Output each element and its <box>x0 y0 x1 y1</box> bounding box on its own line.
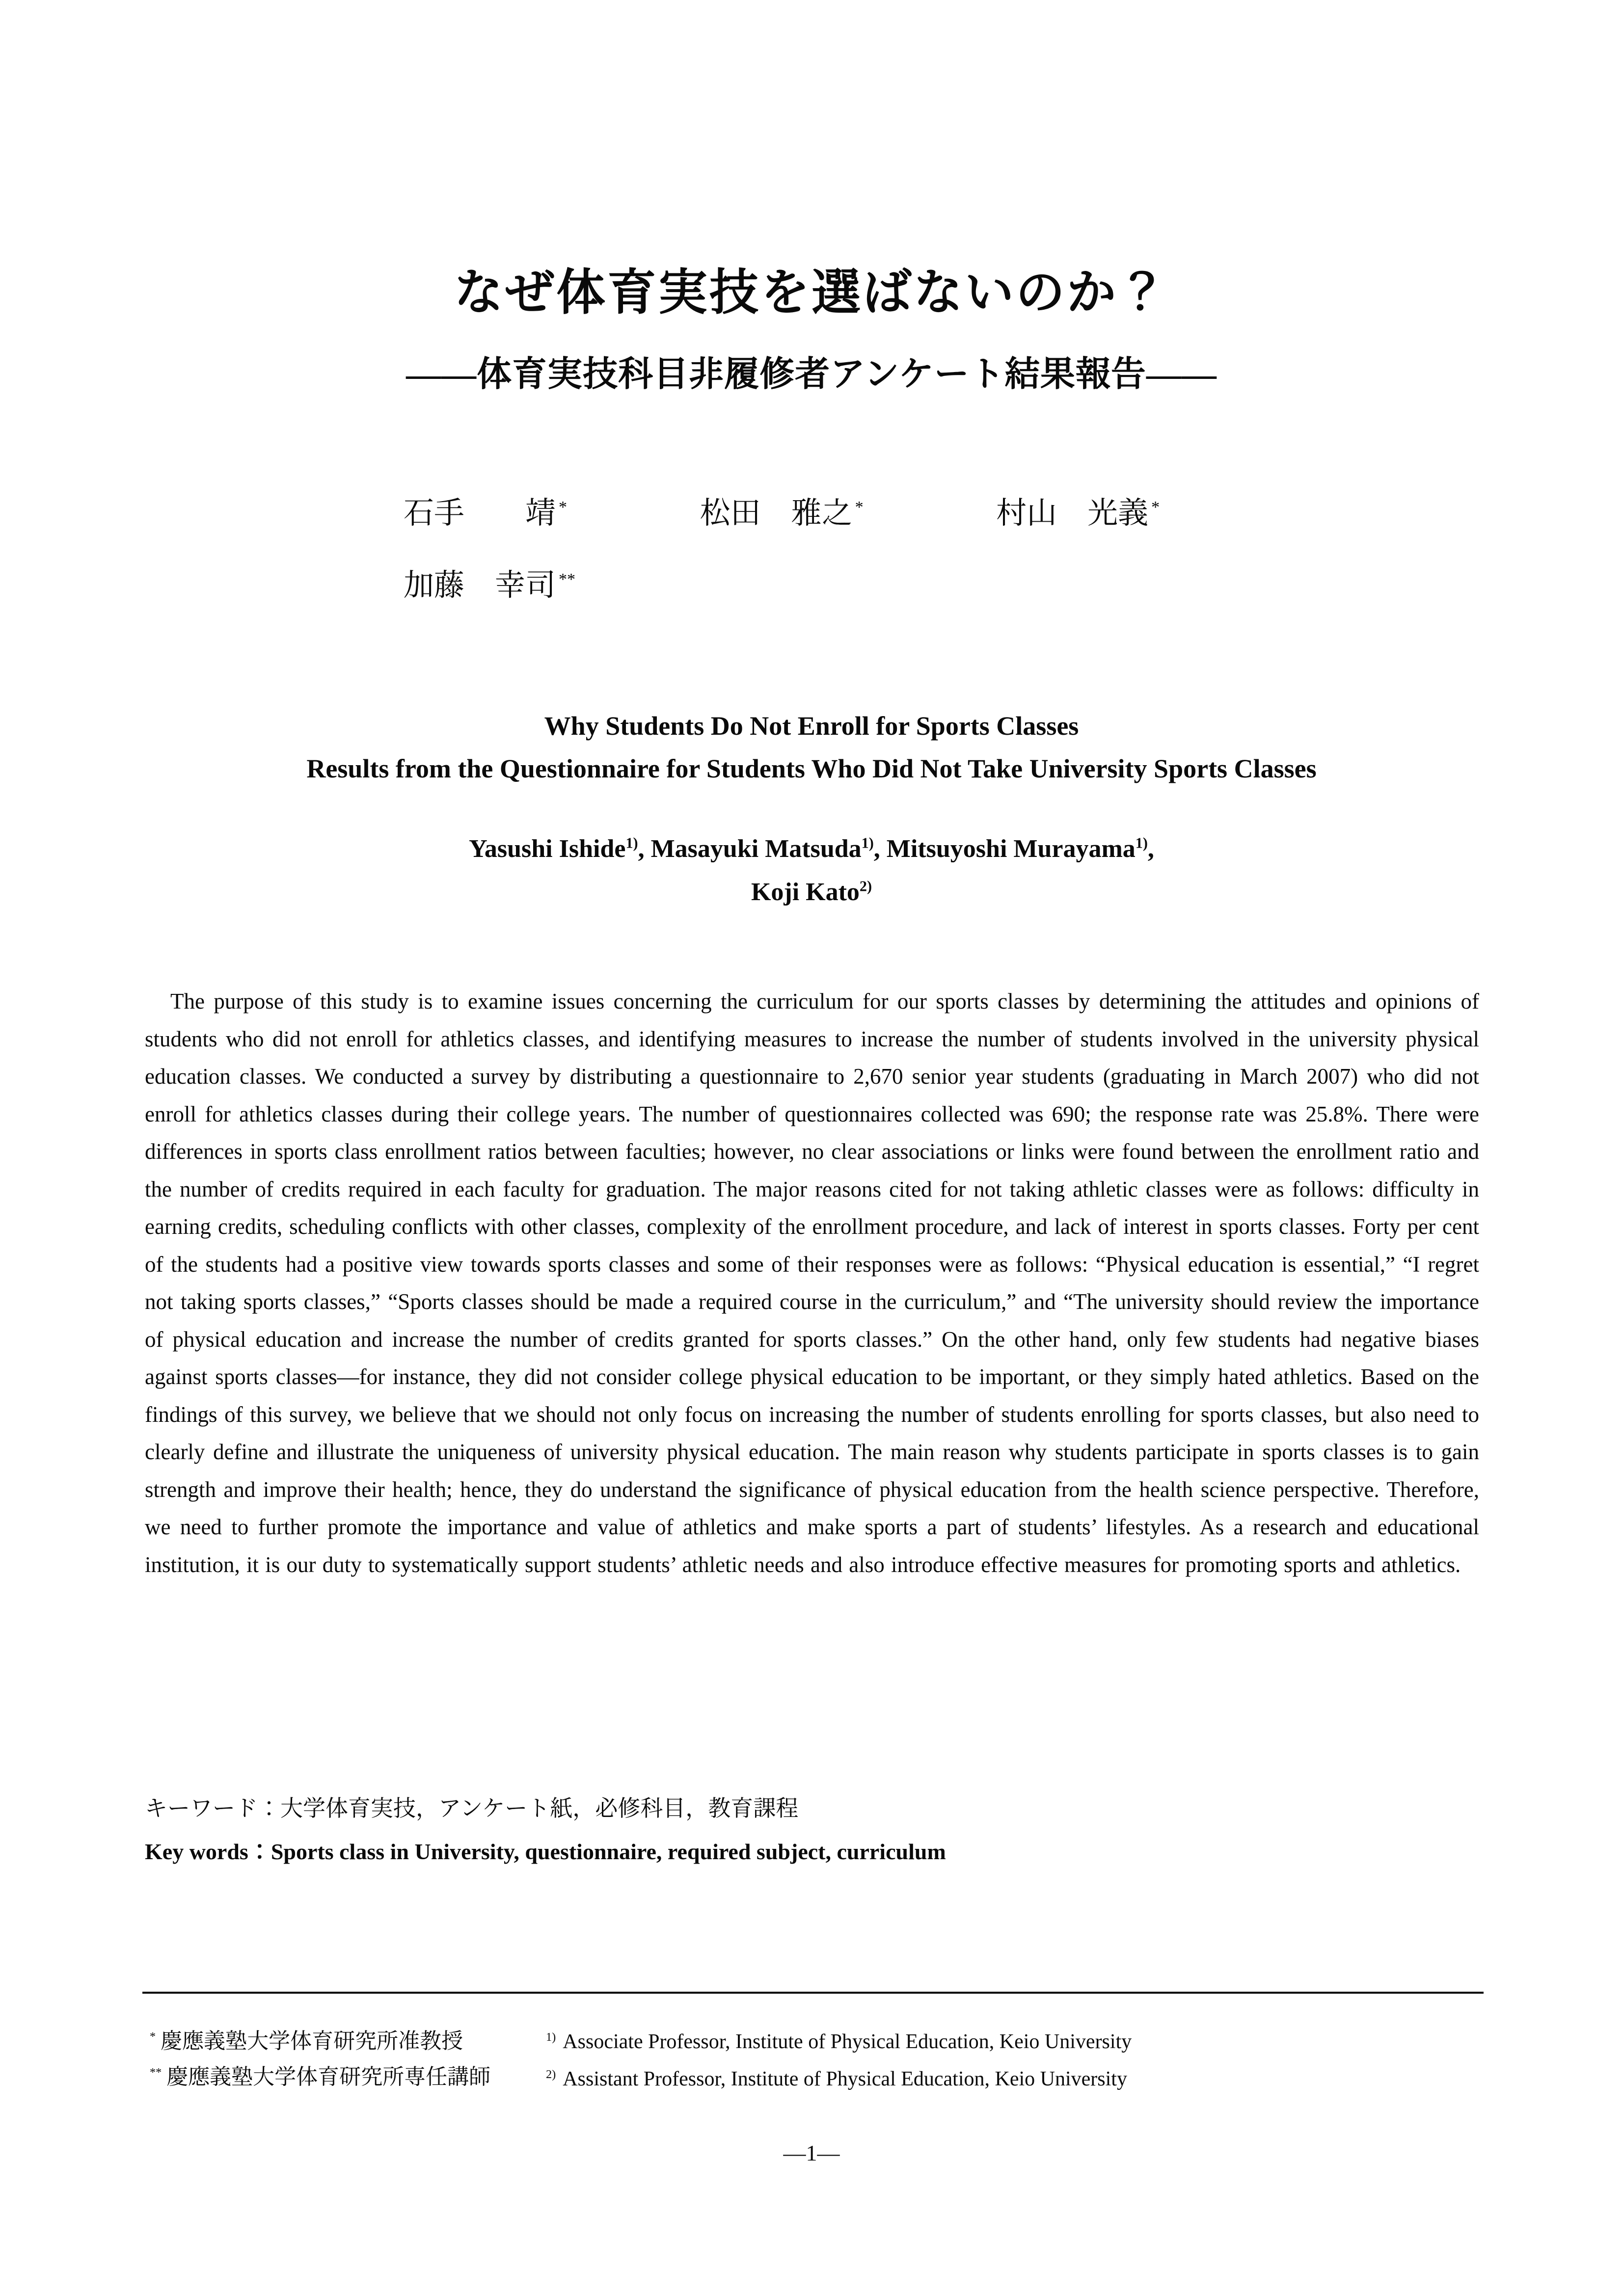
author-en-1 <box>469 835 651 863</box>
keywords-en: Key words：Sports class in University, questionnaire, required subject, curriculum <box>145 1839 946 1864</box>
author-ja-2 <box>700 497 864 530</box>
footnote-en-2 <box>546 2060 1132 2098</box>
footnote-en-2-text: Assistant Professor, Institute of Physical Education, Keio University <box>563 2068 1127 2090</box>
author-ja-3-name: 村山 光義 <box>996 497 1149 530</box>
author-ja-1-name: 石手 靖 <box>404 497 556 530</box>
author-ja-2-name: 松田 雅之 <box>700 497 852 530</box>
author-en-1-affiliation-ref: 1) <box>625 834 638 852</box>
author-en-4 <box>751 878 872 906</box>
footnote-en-1-text: Associate Professor, Institute of Physical Education, Keio University <box>563 2030 1132 2053</box>
author-ja-3-affiliation-mark: * <box>1151 498 1160 517</box>
author-en-3 <box>887 835 1154 863</box>
authors-ja-row-2 <box>404 561 575 604</box>
article-title-en-line-1: Why Students Do Not Enroll for Sports Classes <box>544 711 1079 741</box>
footnote-ja-2-mark: ** <box>150 2066 162 2080</box>
author-ja-4-name: 加藤 幸司 <box>404 569 556 602</box>
author-en-2 <box>651 835 887 863</box>
authors-ja-row-1 <box>404 488 1285 532</box>
abstract-paragraph: The purpose of this study is to examine issues concerning the curriculum for our sports classes by determining the attitudes and opinions of students who did not enroll for athletics classes, and identifying measures to increase the number of students involved in the university physical education classes. We conducted a survey by distributing a questionnaire to 2,670 senior year students (graduating in March 2007) who did not enroll for athletics classes during their college years. The number of questionnaires collected was 690; the response rate was 25.8%. There were differences in sports class enrollment ratios between faculties; however, no clear associations or links were found between the enrollment ratio and the number of credits required in each faculty for graduation. The major reasons cited for not taking athletic classes were as follows: difficulty in earning credits, scheduling conflicts with other classes, complexity of the enrollment procedure, and lack of interest in sports classes. Forty per cent of the students had a positive view towards sports classes and some of their responses were as follows: “Physical education is essential,” “I regret not taking sports classes,” “Sports classes should be made a required course in the curriculum,” and “The university should review the importance of physical education and increase the number of credits granted for sports classes.” On the other hand, only few students had negative biases against sports classes—for instance, they did not consider college physical education to be important, or they simply hated athletics. Based on the findings of this survey, we believe that we should not only focus on increasing the number of students enrolling for sports classes, but also need to clearly define and illustrate the uniqueness of university physical education. The main reason why students participate in sports classes is to gain strength and improve their health; hence, they do understand the significance of physical education from the health science perspective. Therefore, we need to further promote the importance and value of athletics and make sports a part of students’ lifestyles. As a research and educational institution, it is our duty to systematically support students’ athletic needs and also introduce effective measures for promoting sports and athletics. <box>145 989 1479 1577</box>
footnote-ja-1 <box>150 2023 490 2059</box>
author-en-4-name: Koji Kato <box>751 878 860 906</box>
author-en-3-separator: , <box>1147 835 1154 863</box>
author-en-2-name: Masayuki Matsuda <box>650 835 862 863</box>
article-title-ja: なぜ体育実技を選ばないのか？ <box>454 266 1169 320</box>
author-ja-3 <box>996 497 1160 530</box>
author-en-3-affiliation-ref: 1) <box>1135 834 1148 852</box>
footnote-ja-1-text: 慶應義塾大学体育研究所准教授 <box>161 2029 463 2053</box>
footnote-ja-2-text: 慶應義塾大学体育研究所専任講師 <box>166 2065 491 2089</box>
authors-en-row-1 <box>0 834 1623 863</box>
author-ja-1 <box>404 497 567 530</box>
keywords-ja: キーワード：大学体育実技，アンケート紙，必修科目，教育課程 <box>145 1796 799 1821</box>
footnote-divider-rule <box>142 1992 1484 1994</box>
footnote-en-2-ref: 2) <box>546 2068 556 2081</box>
author-en-2-separator: , <box>873 835 887 863</box>
author-ja-1-affiliation-mark: * <box>559 498 568 517</box>
author-en-1-separator: , <box>638 835 651 863</box>
page-number: —1— <box>783 2140 840 2165</box>
author-en-4-affiliation-ref: 2) <box>859 878 872 895</box>
authors-en-row-2 <box>0 878 1623 907</box>
author-en-3-name: Mitsuyoshi Murayama <box>886 835 1136 863</box>
footnote-ja-2 <box>150 2059 490 2095</box>
author-ja-4 <box>404 569 575 602</box>
footnotes-ja-column <box>150 2023 490 2095</box>
author-en-2-affiliation-ref: 1) <box>861 834 874 852</box>
footnotes-en-column <box>546 2023 1132 2098</box>
article-title-en-line-2: Results from the Questionnaire for Students Who Did Not Take University Sports Classes <box>306 754 1317 783</box>
author-ja-2-affiliation-mark: * <box>855 498 864 517</box>
article-subtitle-ja: ——体育実技科目非履修者アンケート結果報告—— <box>406 355 1217 394</box>
author-ja-4-affiliation-mark: ** <box>559 570 576 589</box>
footnote-en-1 <box>546 2023 1132 2060</box>
author-en-1-name: Yasushi Ishide <box>469 835 626 863</box>
footnote-en-1-ref: 1) <box>546 2030 556 2044</box>
footnote-ja-1-mark: * <box>150 2030 156 2044</box>
